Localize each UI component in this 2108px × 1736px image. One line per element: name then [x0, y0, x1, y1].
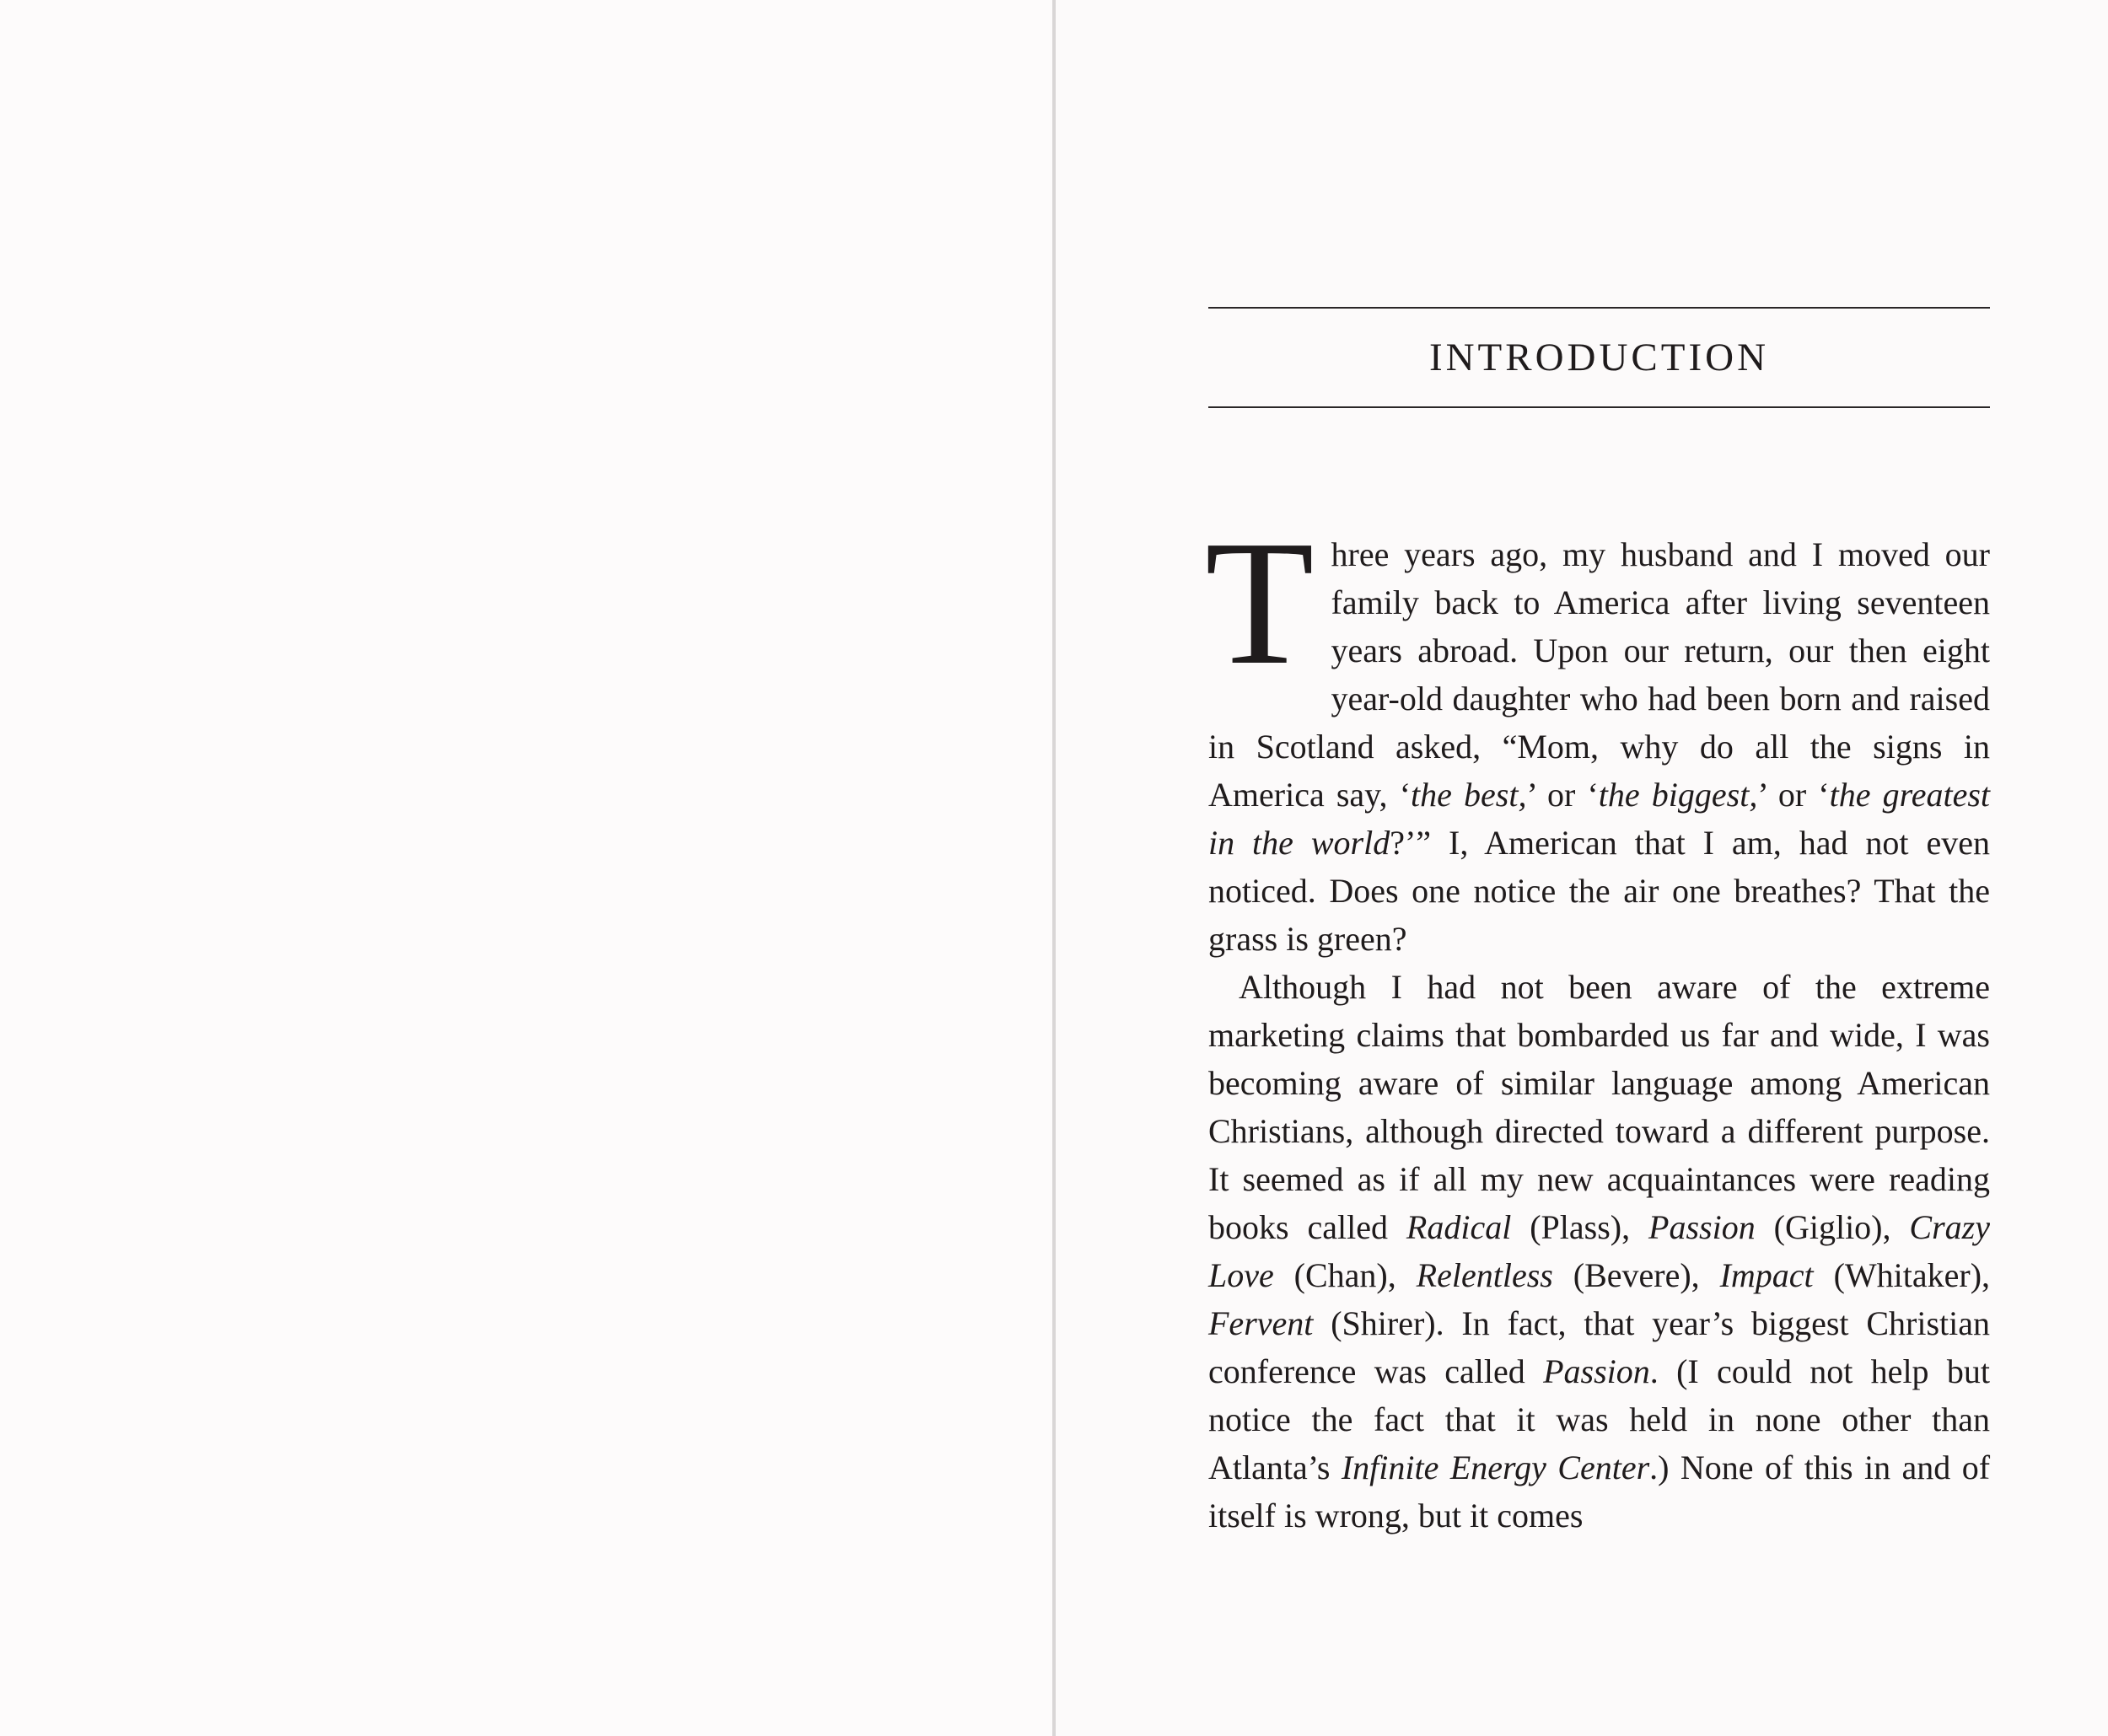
italic-text: Radical	[1406, 1208, 1512, 1246]
header-rule-bottom	[1208, 406, 1990, 408]
body-text	[1205, 503, 1991, 1540]
drop-cap: T	[1205, 503, 1315, 701]
italic-text: the biggest,	[1598, 776, 1758, 814]
italic-text: Fervent	[1208, 1304, 1314, 1342]
text-run: Although I had not been aware of the extreme marketing claims that bombarded us far and wide, I was becoming aware of similar language among American Christians, although directed toward a different purpose. It seemed as if all my new acquaintances were reading books called	[1208, 968, 1990, 1246]
text-run: ’ or ‘	[1526, 776, 1599, 814]
text-run: hree years ago, my husband and I moved our family back to America after living seventeen years abroad. Upon our return, our then eight year-old daughter who had been born and raised in Scotland asked, “Mom, why do all the signs in America say, ‘	[1208, 535, 1990, 814]
header-rule-top	[1208, 307, 1990, 309]
text-run: (Whitaker),	[1813, 1256, 1991, 1294]
text-run: .) None of this in and of itself is wrong, but it comes	[1208, 1448, 1991, 1534]
right-page	[1056, 0, 2108, 1736]
italic-text: Passion	[1648, 1208, 1756, 1246]
text-run: (Bevere),	[1552, 1256, 1720, 1294]
paragraph	[1208, 963, 1990, 1540]
italic-text: Passion	[1543, 1352, 1650, 1390]
italic-text: Relentless	[1416, 1256, 1553, 1294]
italic-text: Infinite Energy Center	[1341, 1448, 1650, 1486]
italic-text: Impact	[1719, 1256, 1814, 1294]
text-run: (Plass),	[1511, 1208, 1649, 1246]
text-run: ’ or ‘	[1757, 776, 1830, 814]
text-run: (Shirer). In fact, that year’s biggest Christian conference was called	[1208, 1304, 1990, 1390]
italic-text: the best,	[1411, 776, 1527, 814]
text-run: (Giglio),	[1755, 1208, 1910, 1246]
text-run: (Chan),	[1273, 1256, 1417, 1294]
text-run: ?’” I, American that I am, had not even noticed. Does one notice the air one breathes? That the grass is green?	[1208, 824, 1990, 958]
chapter-title: INTRODUCTION	[1428, 336, 1770, 379]
italic-text: Crazy Love	[1208, 1208, 1990, 1294]
chapter-header	[1208, 307, 1990, 410]
paragraph	[1205, 503, 1990, 963]
text-run: . (I could not help but notice the fact that it was held in none other than Atlanta’s	[1208, 1352, 1990, 1486]
italic-text: the greatest in the world	[1208, 776, 1990, 862]
